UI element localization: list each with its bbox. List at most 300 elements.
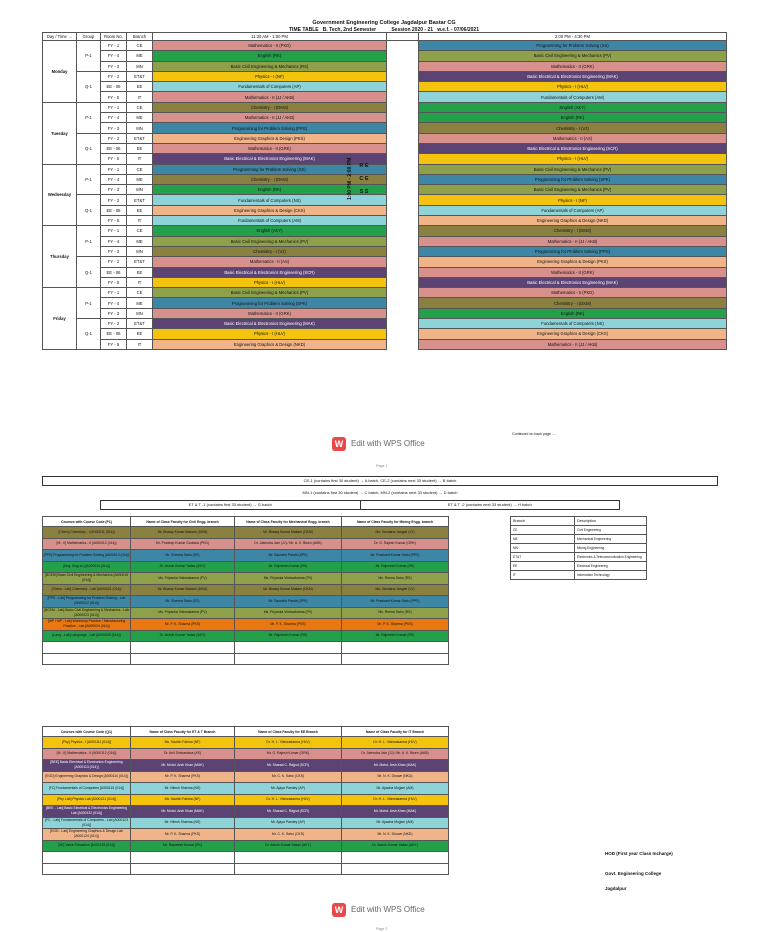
batch-text-3b: ET & T -2 (contains next 33 student) → H batch: [360, 501, 620, 510]
course-row: [43, 806, 449, 818]
branch-cell: ME: [127, 113, 153, 123]
wps-logo-icon: W: [332, 437, 346, 451]
legend-row: [511, 526, 647, 535]
room-cell: FY - 2: [101, 319, 127, 329]
room-cell: FY - 5: [101, 154, 127, 164]
course-cell: [PPS - Lab] Programming for Problem Solving - Lab [A000022 (014)]: [43, 596, 131, 608]
empty-cell: [342, 642, 449, 654]
faculty-cell: Mr. Rajneesh Kumar (RK): [235, 561, 342, 573]
faculty-cell: Dr. Ashok Kumar Yadav (AKY): [131, 630, 235, 642]
subject-slot1: Fundamentals of Computers (AM): [153, 216, 387, 226]
faculty-cell: Ms. Vandana Jangde (VJ): [342, 527, 449, 539]
empty-cell: [235, 642, 342, 654]
subject-slot1: Basic Civil Engineering & Mechanics (PV): [153, 288, 387, 298]
faculty-cell: Mr. P. K. Sharma (PKS): [131, 619, 235, 631]
subject-slot1: Mathematics - II (GRK): [153, 143, 387, 153]
course-cell: [EGD] Engineering Graphics & Design [A000114 (014)]: [43, 771, 131, 783]
empty-cell: [43, 863, 131, 875]
page-number: Page 1: [376, 464, 388, 468]
timetable-row: [43, 133, 727, 143]
course-row: [43, 538, 449, 550]
subject-slot1: Mathematics - II (JJ / AKB): [153, 113, 387, 123]
subject-slot1: Chemistry - I (DKM): [153, 102, 387, 112]
legend-description: Civil Engineering: [575, 526, 647, 535]
wps-label: Edit with WPS Office: [351, 905, 425, 915]
branch-cell: EE: [127, 143, 153, 153]
timetable-row: [43, 154, 727, 164]
col-recess: [387, 33, 419, 41]
legend-branch: CE: [511, 526, 575, 535]
empty-cell: [43, 642, 131, 654]
group-cell: Q-1: [77, 319, 101, 350]
timetable-row: [43, 174, 727, 184]
faculty-cell: Mr. P. K. Sharma (PKS): [235, 619, 342, 631]
subject-slot1: Basic Electrical & Electronics Engineering (MAK): [153, 319, 387, 329]
legend-branch: EE: [511, 562, 575, 571]
faculty-cell: Mr. Mohd. Arsh Khan (MAK): [131, 806, 235, 818]
group-cell: P-1: [77, 102, 101, 133]
subject-slot2: Mathematics - II (PKD): [419, 288, 727, 298]
timetable-row: [43, 226, 727, 236]
subject-slot2: English (RK): [419, 113, 727, 123]
branch-cell: CE: [127, 288, 153, 298]
faculty-cell: Mr. Bhaiay Kumar Makam (DKM): [235, 584, 342, 596]
legend-description: Mining Engineering: [575, 544, 647, 553]
course-row: [43, 817, 449, 829]
timetable-row: [43, 113, 727, 123]
course-row: [43, 794, 449, 806]
timetable-row: [43, 71, 727, 81]
subject-slot2: Programming for Problem Solving (SPK): [419, 174, 727, 184]
branch-cell: ME: [127, 51, 153, 61]
faculty-cell: Mr. Prashant Kumar Sahu (PPS): [342, 550, 449, 562]
continued-note: Continued on back page ....: [512, 432, 556, 436]
course-row: [43, 630, 449, 642]
branch-cell: ME: [127, 174, 153, 184]
branch-cell: MN: [127, 185, 153, 195]
branch-cell: ET&T: [127, 71, 153, 81]
course-cell: [Chem - Lab] Chemistry - Lab [A000021 (014)]: [43, 584, 131, 596]
room-cell: FY - 2: [101, 195, 127, 205]
course-row: [43, 573, 449, 585]
faculty-cell: Mr. Nilesh Sharma (NS): [131, 817, 235, 829]
room-cell: FY - 1: [101, 41, 127, 51]
timetable-row: [43, 267, 727, 277]
room-cell: FY - 2: [101, 71, 127, 81]
faculty-cell: Ms. Reena Sahu (RS): [342, 573, 449, 585]
empty-cell: [342, 863, 449, 875]
wps-banner-2[interactable]: [332, 903, 425, 917]
room-cell: FY - 4: [101, 51, 127, 61]
subject-slot2: English (RK): [419, 308, 727, 318]
recess-column: [387, 41, 419, 350]
legend-description: Information Technology: [575, 571, 647, 580]
course-row: [43, 561, 449, 573]
day-cell: Wednesday: [43, 164, 77, 226]
recess-text: R E C E S S: [359, 163, 369, 195]
legend-branch: ET&T: [511, 553, 575, 562]
timetable-row: [43, 51, 727, 61]
room-cell: FY - 3: [101, 308, 127, 318]
timetable-row: [43, 92, 727, 102]
group-cell: P-1: [77, 288, 101, 319]
legend-row: [511, 535, 647, 544]
room-cell: FY - 4: [101, 236, 127, 246]
faculty-cell: Dr. Jatendra Jain (JJ) / Mr. A. K. Bisen (AKB): [235, 538, 342, 550]
wps-logo-icon: W: [332, 903, 346, 917]
faculty-cell: Mr. Ajaaina Mojjam (AM): [342, 817, 449, 829]
course-cell: [Lang - Lab] Language - Lab [A000025 (014)]: [43, 630, 131, 642]
courses-q1-table: [42, 726, 449, 875]
room-cell: FY - 5: [101, 339, 127, 349]
faculty-cell: Mr. Saurabh Pandit (SPK): [235, 550, 342, 562]
faculty-cell: Ms. Nazish Fatima (NF): [131, 794, 235, 806]
timetable-row: [43, 164, 727, 174]
subject-slot2: Chemistry - I (VJ): [419, 123, 727, 133]
subject-slot2: Chemistry - I (DKM): [419, 298, 727, 308]
faculty-header: Name of Class Faculty for Civil Engg. branch: [131, 517, 235, 527]
faculty-cell: Mr. Rajneesh Kumar (RK): [235, 630, 342, 642]
faculty-cell: Ms. Priyanka Vishwakarma (PV): [131, 573, 235, 585]
branch-cell: CE: [127, 164, 153, 174]
timetable-row: [43, 195, 727, 205]
timetable-row: [43, 339, 727, 349]
timetable-row: [43, 288, 727, 298]
subject-slot1: Programming for Problem Solving (PPS): [153, 123, 387, 133]
course-row: [43, 550, 449, 562]
subject-slot1: Engineering Graphics & Design (CKS): [153, 205, 387, 215]
subject-slot1: Fundamentals of Computers (NS): [153, 195, 387, 205]
empty-row: [43, 653, 449, 665]
subject-slot2: Mathematics - II (JJ / AKB): [419, 339, 727, 349]
branch-cell: ET&T: [127, 257, 153, 267]
faculty-cell: Mr. Rajneesh Kumar (RK): [342, 561, 449, 573]
faculty-header: Name of Class Faculty for Mechanical Engg. branch: [235, 517, 342, 527]
day-cell: Friday: [43, 288, 77, 350]
college-title: Government Engineering College Jagdalpur Bastar CG: [312, 20, 456, 26]
timetable-row: [43, 216, 727, 226]
faculty-cell: Mr. Rajneesh Kumar (RK): [342, 630, 449, 642]
course-row: [43, 771, 449, 783]
timetable-row: [43, 257, 727, 267]
room-cell: FY - 5: [101, 92, 127, 102]
faculty-cell: Ms. Priyanka Vishwakarma (PV): [235, 573, 342, 585]
subject-slot1: Mathematics - II (JJ / AKB): [153, 92, 387, 102]
subject-slot2: Fundamentals of Computers (AM): [419, 92, 727, 102]
day-cell: Thursday: [43, 226, 77, 288]
timetable-row: [43, 185, 727, 195]
empty-cell: [131, 852, 235, 864]
faculty-cell: Mr. Sharad C. Rajput (SCR): [235, 806, 342, 818]
recess-time: 1:00 PM - 2:00 PM: [347, 157, 353, 200]
faculty-cell: Mr. Ajaya Pandey (AP): [235, 817, 342, 829]
room-cell: FY - 2: [101, 257, 127, 267]
batch-line-2: MN-1 (contains first 30 student) → C batch, MN-2 (contains next 33 student) → D batch: [302, 490, 458, 495]
faculty-cell: Dr. H. L. Vishwakarma (HLV): [235, 737, 342, 749]
subject-slot2: Chemistry - I (DKM): [419, 226, 727, 236]
branch-cell: IT: [127, 339, 153, 349]
subject-slot1: English (RK): [153, 51, 387, 61]
branch-cell: MN: [127, 123, 153, 133]
branch-cell: EE: [127, 267, 153, 277]
courses-p1-table: [42, 516, 449, 665]
subject-slot1: Basic Electrical & Electronics Engineering (MAK): [153, 154, 387, 164]
subject-slot2: Mathematics - II (JJ / AKB): [419, 236, 727, 246]
faculty-cell: Ms. Reena Sahu (RS): [342, 607, 449, 619]
faculty-cell: Mr. Bhaiay Kumar Makam (DKM): [131, 527, 235, 539]
branch-cell: CE: [127, 102, 153, 112]
subject-slot1: Mathematics - II (PKD): [153, 41, 387, 51]
empty-cell: [235, 852, 342, 864]
branch-cell: EE: [127, 82, 153, 92]
subject-slot1: Engineering Graphics & Design (PKS): [153, 133, 387, 143]
course-row: [43, 619, 449, 631]
course-row: [43, 584, 449, 596]
faculty-cell: Ms. Nazish Fatima (NF): [131, 737, 235, 749]
room-cell: FY - 5: [101, 277, 127, 287]
branch-cell: MN: [127, 308, 153, 318]
branch-cell: EE: [127, 329, 153, 339]
course-cell: [PPS] Programming for Problem Solving [A000013 (014)]: [43, 550, 131, 562]
subject-slot1: Physics - I (HLV): [153, 329, 387, 339]
subject-slot1: Chemistry - I (VJ): [153, 246, 387, 256]
subject-slot2: Engineering Graphics & Design (CKS): [419, 329, 727, 339]
course-row: [43, 596, 449, 608]
faculty-cell: Mr. Mohd. Arsh Khan (MAK): [342, 760, 449, 772]
branch-cell: CE: [127, 41, 153, 51]
batch-text-3a: ET & T -1 (contains first 33 student) → G batch: [101, 501, 361, 510]
subject-slot1: Engineering Graphics & Design (NKD): [153, 339, 387, 349]
room-cell: FY - 4: [101, 113, 127, 123]
faculty-cell: Mr. Rajneesh Kumar (RK): [131, 840, 235, 852]
legend-description: Electrical Engineering: [575, 562, 647, 571]
signature-line-3: Jagdalpur: [605, 886, 627, 891]
branch-cell: ET&T: [127, 195, 153, 205]
course-cell: [BEE] Basic Electrical & Electronics Engineering [A000113 (014)]: [43, 760, 131, 772]
legend-row: [511, 553, 647, 562]
course-row: [43, 760, 449, 772]
room-cell: FY - 3: [101, 185, 127, 195]
faculty-cell: Mr. Sheena Sahu (SS): [131, 550, 235, 562]
legend-head-branch: Branch: [511, 517, 575, 526]
course-cell: [VE] Value Education [A000125 (014)]: [43, 840, 131, 852]
course-row: [43, 748, 449, 760]
timetable-header-row: [43, 33, 727, 41]
recess-label: [357, 160, 371, 199]
faculty-cell: Mr. Pradeep Kumar Godavia (PKD): [131, 538, 235, 550]
course-row: [43, 829, 449, 841]
room-cell: FY - 4: [101, 174, 127, 184]
course-row: [43, 737, 449, 749]
empty-cell: [131, 863, 235, 875]
faculty-cell: Mr. N. K. Dhuwe (NKD): [342, 829, 449, 841]
course-row: [43, 840, 449, 852]
faculty-cell: Mr. Saurabh Pandit (SPK): [235, 596, 342, 608]
faculty-header: Name of Class Faculty for ET & T Branch: [131, 727, 235, 737]
subject-slot2: Mathematics - II (GRK): [419, 267, 727, 277]
course-cell: [Eng. Engl.st.] [A000014 (014)]: [43, 561, 131, 573]
empty-cell: [235, 653, 342, 665]
branch-cell: ET&T: [127, 133, 153, 143]
timetable-row: [43, 298, 727, 308]
branch-cell: CE: [127, 226, 153, 236]
room-cell: FY - 1: [101, 288, 127, 298]
timetable-grid: [42, 32, 727, 350]
course-cell: [Chem] Chemistry - I [A000211 (014)]: [43, 527, 131, 539]
faculty-cell: Mr. Mohd. Arsh Khan (MAK): [131, 760, 235, 772]
room-cell: EE - 06: [101, 143, 127, 153]
course-cell: [Phy Lab] Physics Lab [A000121 (014)]: [43, 794, 131, 806]
legend-branch: ME: [511, 535, 575, 544]
subject-slot1: English (RK): [153, 185, 387, 195]
col-day: Day / Time →: [43, 33, 77, 41]
branch-cell: MN: [127, 246, 153, 256]
branch-cell: ME: [127, 298, 153, 308]
faculty-cell: Mr. Bhaiay Kumar Makam (DKM): [235, 527, 342, 539]
faculty-cell: Mr. Sheena Sahu (SS): [131, 596, 235, 608]
faculty-cell: Mr. C. K. Sahu (CKS): [235, 829, 342, 841]
empty-row: [43, 852, 449, 864]
subject-slot2: Programming for Problem Solving (PPS): [419, 246, 727, 256]
room-cell: FY - 1: [101, 102, 127, 112]
timetable-row: [43, 246, 727, 256]
col-room: Room No.: [101, 33, 127, 41]
wps-banner[interactable]: [332, 437, 425, 451]
group-cell: P-1: [77, 164, 101, 195]
subject-slot1: Chemistry - I (DKM): [153, 174, 387, 184]
course-cell: [FC - Lab] Fundamentals of Computers - Lab [A000123 (014)]: [43, 817, 131, 829]
empty-cell: [43, 852, 131, 864]
faculty-cell: Ms. Priyanka Vishwakarma (PV): [131, 607, 235, 619]
subject-slot2: Mathematics - II (AS): [419, 133, 727, 143]
faculty-cell: Dr. G. Rajesh Kumar (GRK): [342, 538, 449, 550]
batch-text-1: CE-1 (contains first 30 student) → A batch, CE-2 (contains next 33 student) → B batch: [43, 477, 718, 486]
branch-cell: IT: [127, 216, 153, 226]
faculty-cell: Dr. Ashok Kumar Yadav (AKY): [235, 840, 342, 852]
branch-cell: EE: [127, 205, 153, 215]
subject-slot2: Basic Electrical & Electronics Engineering (MAK): [419, 277, 727, 287]
col-group: Group: [77, 33, 101, 41]
room-cell: EE - 06: [101, 82, 127, 92]
subject-slot2: Basic Electrical & Electronics Engineering (MAK): [419, 71, 727, 81]
faculty-header: Name of Class Faculty for IT Branch: [342, 727, 449, 737]
faculty-cell: Mr. Bhaiay Kumar Makam (DKM): [131, 584, 235, 596]
legend-head-desc: Description: [575, 517, 647, 526]
subject-slot2: Physics - I (NF): [419, 195, 727, 205]
empty-cell: [342, 653, 449, 665]
branch-cell: ME: [127, 236, 153, 246]
subject-slot1: Physics - I (HLV): [153, 277, 387, 287]
timetable-row: [43, 277, 727, 287]
timetable-row: [43, 308, 727, 318]
course-row: [43, 783, 449, 795]
batch-line-3: [100, 500, 620, 510]
timetable-row: [43, 82, 727, 92]
faculty-cell: Dr. Anil Shrivastava (AS): [131, 748, 235, 760]
subject-slot2: Fundamentals of Computers (NS): [419, 319, 727, 329]
legend-row: [511, 544, 647, 553]
day-cell: Tuesday: [43, 102, 77, 164]
faculty-cell: Dr. H. L. Vishwakarma (HLV): [342, 794, 449, 806]
subject-slot2: Physics - I (HLV): [419, 82, 727, 92]
room-cell: FY - 3: [101, 123, 127, 133]
subject-slot2: Engineering Graphics & Design (NKD): [419, 216, 727, 226]
timetable-row: [43, 319, 727, 329]
branch-cell: IT: [127, 154, 153, 164]
subject-slot1: Programming for Problem Solving (SS): [153, 164, 387, 174]
empty-cell: [235, 863, 342, 875]
faculty-cell: Mr. P. K. Sharma (PKS): [131, 829, 235, 841]
subject-slot2: Mathematics - II (GRK): [419, 61, 727, 71]
subject-slot1: Physics - I (NF): [153, 71, 387, 81]
signature-line-2: Govt. Engineering College: [605, 871, 662, 876]
room-cell: FY - 1: [101, 226, 127, 236]
faculty-cell: Dr. H. L. Vishwakarma (HLV): [342, 737, 449, 749]
faculty-header: Name of Class Faculty for Mining Engg. branch: [342, 517, 449, 527]
faculty-cell: Mr. C. K. Sahu (CKS): [235, 771, 342, 783]
subject-slot1: Programming for Problem Solving (SPK): [153, 298, 387, 308]
course-cell: [M - II] Mathematics - II [A000012 (014)]: [43, 538, 131, 550]
subject-slot1: Basic Civil Engineering & Mechanics (PV): [153, 236, 387, 246]
course-header: Courses with Course Code (P1): [43, 517, 131, 527]
subject-slot2: Basic Civil Engineering & Mechanics (PV): [419, 164, 727, 174]
subject-slot1: Basic Electrical & Electronics Engineering (SCR): [153, 267, 387, 277]
faculty-cell: Mr. Prashant Kumar Sahu (PPS): [342, 596, 449, 608]
branch-cell: IT: [127, 277, 153, 287]
subject-slot2: Basic Civil Engineering & Mechanics (PV): [419, 185, 727, 195]
faculty-cell: Mr. N. K. Dhuwe (NKD): [342, 771, 449, 783]
group-cell: P-1: [77, 226, 101, 257]
group-cell: Q-1: [77, 195, 101, 226]
room-cell: EE - 06: [101, 205, 127, 215]
faculty-cell: Mr. Sharad C. Rajput (SCR): [235, 760, 342, 772]
faculty-cell: Mr. Ajaaina Mojjam (AM): [342, 783, 449, 795]
legend-row: [511, 562, 647, 571]
legend-description: Electronics & Telecommunication Engineering: [575, 553, 647, 562]
course-cell: [BEE - Lab] Basic Electrical & Electronics Engineering Lab [A000122 (014)]: [43, 806, 131, 818]
page-number-2: Page 2: [376, 927, 388, 931]
timetable-row: [43, 41, 727, 51]
course-cell: [FC] Fundamentals of Computers [A000115 (014)]: [43, 783, 131, 795]
course-cell: [BCEM] Basic Civil Engineering & Mechanics [A000015 (014)]: [43, 573, 131, 585]
faculty-cell: Mr. P. K. Sharma (PKS): [342, 619, 449, 631]
course-header: Courses with Course Code (Q1): [43, 727, 131, 737]
faculty-cell: Dr. Ashok Kumar Yadav (AKY): [342, 840, 449, 852]
subject-slot2: Engineering Graphics & Design (PKS): [419, 257, 727, 267]
subject-slot1: Mathematics - II (GRK): [153, 308, 387, 318]
timetable-row: [43, 123, 727, 133]
empty-row: [43, 642, 449, 654]
group-cell: Q-1: [77, 133, 101, 164]
course-cell: [WP / MP - Lab] Workshop Practice / Manufacturing Practice - Lab [A000024 (014)]: [43, 619, 131, 631]
course-cell: [EGD - Lab] Engineering Graphics & Design Lab [A000124 (014)]: [43, 829, 131, 841]
col-slot1: 11:30 AM - 1:00 PM: [153, 33, 387, 41]
empty-row: [43, 863, 449, 875]
faculty-cell: Mr. G. Rajesh Kumar (GRK): [235, 748, 342, 760]
subject-slot2: Basic Electrical & Electronics Engineering (SCR): [419, 143, 727, 153]
faculty-cell: Dr. H. L. Vishwakarma (HLV): [235, 794, 342, 806]
signature-line-1: HOD (First year Class Incharge): [605, 851, 673, 856]
timetable-row: [43, 205, 727, 215]
subject-slot2: Fundamentals of Computers (AP): [419, 205, 727, 215]
day-cell: Monday: [43, 41, 77, 103]
subject-slot2: English (AKY): [419, 102, 727, 112]
faculty-cell: Mr. Ajaya Pandey (AP): [235, 783, 342, 795]
group-cell: Q-1: [77, 71, 101, 102]
course-row: [43, 607, 449, 619]
subject-slot1: Basic Civil Engineering & Mechanics (RS): [153, 61, 387, 71]
room-cell: FY - 1: [101, 164, 127, 174]
